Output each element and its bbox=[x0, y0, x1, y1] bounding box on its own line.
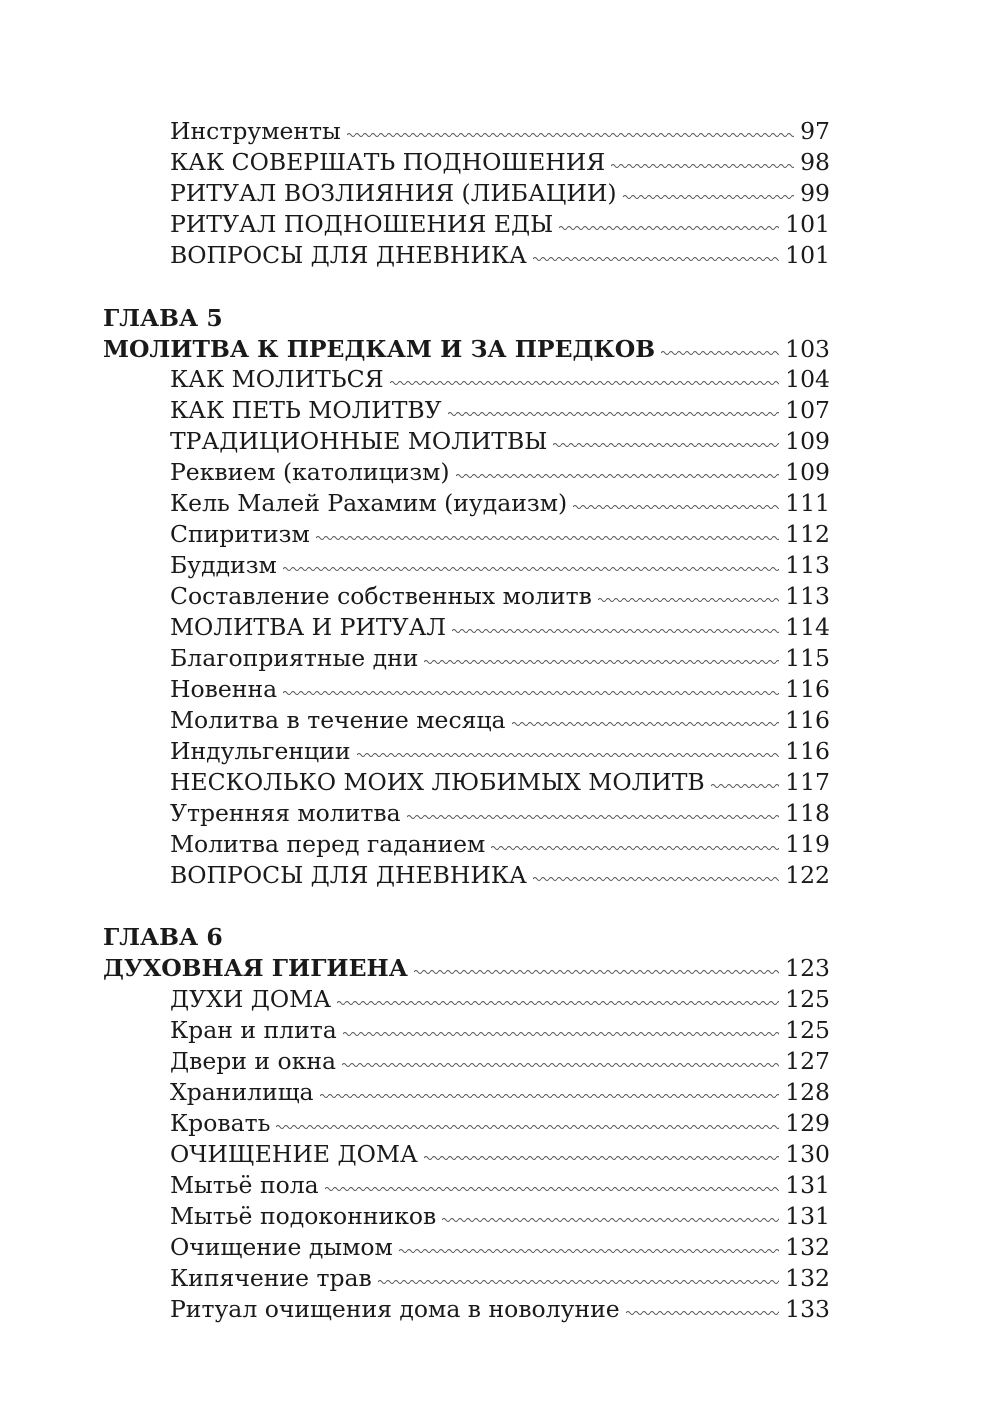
toc-entry[interactable] bbox=[170, 612, 830, 642]
toc-entry[interactable] bbox=[170, 1201, 830, 1231]
toc-leader bbox=[442, 1216, 779, 1224]
chapter-title: ДУХОВНАЯ ГИГИЕНА bbox=[103, 954, 408, 982]
toc-entry[interactable] bbox=[170, 1015, 830, 1045]
toc-entry[interactable] bbox=[170, 643, 830, 673]
toc-entry-page: 119 bbox=[785, 830, 830, 858]
toc-entry-title: Кель Малей Рахамим (иудаизм) bbox=[170, 489, 568, 517]
toc-entry-title: Буддизм bbox=[170, 551, 277, 579]
toc-entry-title: Реквием (католицизм) bbox=[170, 458, 450, 486]
toc-entry[interactable] bbox=[170, 1170, 830, 1200]
toc-entry-page: 101 bbox=[785, 210, 830, 238]
toc-leader bbox=[573, 503, 779, 511]
toc-entry-title: Молитва в течение месяца bbox=[170, 706, 506, 734]
toc-leader bbox=[559, 224, 779, 232]
toc-leader bbox=[448, 410, 780, 418]
toc-entry[interactable] bbox=[170, 1139, 830, 1169]
toc-entry[interactable] bbox=[170, 1108, 830, 1138]
toc-entry-page: 129 bbox=[785, 1109, 830, 1137]
toc-leader bbox=[456, 472, 780, 480]
toc-entry-title: ТРАДИЦИОННЫЕ МОЛИТВЫ bbox=[170, 427, 548, 455]
toc-entry[interactable] bbox=[170, 860, 830, 890]
toc-entry-title: Утренняя молитва bbox=[170, 799, 401, 827]
toc-entry-title: Хранилища bbox=[170, 1078, 314, 1106]
toc-leader bbox=[399, 1247, 779, 1255]
chapter-page: 123 bbox=[785, 954, 830, 982]
toc-entry-title: ОЧИЩЕНИЕ ДОМА bbox=[170, 1140, 418, 1168]
toc-entry-page: 132 bbox=[785, 1264, 830, 1292]
toc-entry-title: ВОПРОСЫ ДЛЯ ДНЕВНИКА bbox=[170, 861, 527, 889]
toc-entry-page: 127 bbox=[785, 1047, 830, 1075]
toc-leader bbox=[711, 782, 779, 790]
toc-leader bbox=[626, 1309, 779, 1317]
toc-entry[interactable] bbox=[170, 116, 830, 146]
toc-entry-title: Инструменты bbox=[170, 117, 341, 145]
toc-entry-title: Двери и окна bbox=[170, 1047, 337, 1075]
toc-leader bbox=[533, 875, 779, 883]
toc-entry[interactable] bbox=[170, 1232, 830, 1262]
toc-entry-page: 98 bbox=[800, 148, 830, 176]
toc-entry[interactable] bbox=[170, 736, 830, 766]
toc-entry-title: МОЛИТВА И РИТУАЛ bbox=[170, 613, 446, 641]
toc-entry[interactable] bbox=[170, 147, 830, 177]
toc-leader bbox=[533, 255, 779, 263]
toc-entry[interactable] bbox=[170, 1263, 830, 1293]
toc-entry-page: 128 bbox=[785, 1078, 830, 1106]
toc-entry-title: КАК ПЕТЬ МОЛИТВУ bbox=[170, 396, 442, 424]
toc-entry-title: Кипячение трав bbox=[170, 1264, 372, 1292]
toc-entry[interactable] bbox=[170, 1046, 830, 1076]
toc-entry[interactable] bbox=[170, 1294, 830, 1324]
toc-entry[interactable] bbox=[170, 240, 830, 270]
toc-entry-title: КАК МОЛИТЬСЯ bbox=[170, 365, 384, 393]
chapter-title: МОЛИТВА К ПРЕДКАМ И ЗА ПРЕДКОВ bbox=[103, 335, 656, 363]
chapter-title-entry[interactable] bbox=[103, 334, 830, 364]
toc-leader bbox=[378, 1278, 779, 1286]
toc-entry-page: 133 bbox=[785, 1295, 830, 1323]
toc-entry-page: 113 bbox=[785, 551, 830, 579]
toc-entry-page: 113 bbox=[785, 582, 830, 610]
toc-leader bbox=[512, 720, 780, 728]
toc-leader bbox=[320, 1092, 780, 1100]
toc-leader bbox=[491, 844, 779, 852]
toc-entry-title: Спиритизм bbox=[170, 520, 310, 548]
toc-entry[interactable] bbox=[170, 581, 830, 611]
toc-leader bbox=[283, 565, 779, 573]
toc-entry[interactable] bbox=[170, 457, 830, 487]
toc-entry[interactable] bbox=[170, 705, 830, 735]
toc-entry-page: 111 bbox=[785, 489, 830, 517]
toc-entry-page: 132 bbox=[785, 1233, 830, 1261]
toc-leader bbox=[347, 131, 794, 139]
toc-leader bbox=[283, 689, 779, 697]
toc-entry-page: 125 bbox=[785, 985, 830, 1013]
toc-entry[interactable] bbox=[170, 395, 830, 425]
chapter-page: 103 bbox=[785, 335, 830, 363]
toc-leader bbox=[661, 349, 779, 357]
toc-entry[interactable] bbox=[170, 426, 830, 456]
chapter-label: ГЛАВА 6 bbox=[103, 923, 223, 951]
toc-entry-page: 114 bbox=[785, 613, 830, 641]
toc-entry-page: 101 bbox=[785, 241, 830, 269]
toc-entry-title: Кровать bbox=[170, 1109, 271, 1137]
toc-leader bbox=[316, 534, 779, 542]
toc-entry-title: Мытьё подоконников bbox=[170, 1202, 437, 1230]
toc-leader bbox=[390, 379, 780, 387]
toc-entry-title: Мытьё пола bbox=[170, 1171, 319, 1199]
toc-entry-page: 107 bbox=[785, 396, 830, 424]
toc-entry-title: Ритуал очищения дома в новолуние bbox=[170, 1295, 620, 1323]
toc-leader bbox=[325, 1185, 779, 1193]
toc-entry[interactable] bbox=[170, 984, 830, 1014]
toc-entry-page: 109 bbox=[785, 458, 830, 486]
toc-entry[interactable] bbox=[170, 550, 830, 580]
toc-leader bbox=[623, 193, 795, 201]
toc-leader bbox=[357, 751, 780, 759]
toc-entry[interactable] bbox=[170, 829, 830, 859]
toc-leader bbox=[598, 596, 779, 604]
toc-entry[interactable] bbox=[170, 1077, 830, 1107]
toc-entry-title: Благоприятные дни bbox=[170, 644, 419, 672]
toc-entry[interactable] bbox=[170, 674, 830, 704]
toc-entry[interactable] bbox=[170, 209, 830, 239]
toc-leader bbox=[337, 999, 779, 1007]
toc-entry-page: 131 bbox=[785, 1202, 830, 1230]
chapter-label: ГЛАВА 5 bbox=[103, 304, 223, 332]
toc-entry-page: 116 bbox=[785, 706, 830, 734]
toc-entry-page: 125 bbox=[785, 1016, 830, 1044]
toc-entry-page: 117 bbox=[785, 768, 830, 796]
toc-entry-title: ДУХИ ДОМА bbox=[170, 985, 332, 1013]
toc-leader bbox=[407, 813, 780, 821]
toc-entry-page: 104 bbox=[785, 365, 830, 393]
toc-entry-title: РИТУАЛ ВОЗЛИЯНИЯ (ЛИБАЦИИ) bbox=[170, 179, 617, 207]
toc-entry[interactable] bbox=[170, 767, 830, 797]
toc-entry-page: 115 bbox=[785, 644, 830, 672]
toc-leader bbox=[553, 441, 779, 449]
toc-entry-title: Новенна bbox=[170, 675, 278, 703]
toc-entry-page: 97 bbox=[800, 117, 830, 145]
toc-entry-title: Индульгенции bbox=[170, 737, 351, 765]
toc-entry-title: НЕСКОЛЬКО МОИХ ЛЮБИМЫХ МОЛИТВ bbox=[170, 768, 705, 796]
chapter-title-entry[interactable] bbox=[103, 953, 830, 983]
toc-entry[interactable] bbox=[170, 488, 830, 518]
toc-entry-page: 116 bbox=[785, 675, 830, 703]
toc-leader bbox=[343, 1030, 779, 1038]
toc-entry-page: 116 bbox=[785, 737, 830, 765]
toc-entry-title: Молитва перед гаданием bbox=[170, 830, 486, 858]
toc-entry-page: 130 bbox=[785, 1140, 830, 1168]
toc-entry-page: 122 bbox=[785, 861, 830, 889]
toc-entry-title: Очищение дымом bbox=[170, 1233, 393, 1261]
toc-entry[interactable] bbox=[170, 178, 830, 208]
toc-leader bbox=[414, 968, 779, 976]
toc-entry-title: РИТУАЛ ПОДНОШЕНИЯ ЕДЫ bbox=[170, 210, 554, 238]
toc-entry-title: Составление собственных молитв bbox=[170, 582, 592, 610]
toc-leader bbox=[611, 162, 794, 170]
toc-leader bbox=[342, 1061, 779, 1069]
toc-entry-title: Кран и плита bbox=[170, 1016, 337, 1044]
toc-entry-page: 99 bbox=[800, 179, 830, 207]
toc-entry-title: КАК СОВЕРШАТЬ ПОДНОШЕНИЯ bbox=[170, 148, 606, 176]
toc-entry[interactable] bbox=[170, 798, 830, 828]
toc-entry[interactable] bbox=[170, 519, 830, 549]
toc-entry-page: 131 bbox=[785, 1171, 830, 1199]
toc-leader bbox=[276, 1123, 779, 1131]
toc-entry-page: 109 bbox=[785, 427, 830, 455]
toc-entry[interactable] bbox=[170, 364, 830, 394]
toc-leader bbox=[424, 1154, 779, 1162]
toc-entry-page: 112 bbox=[785, 520, 830, 548]
toc-entry-page: 118 bbox=[785, 799, 830, 827]
toc-entry-title: ВОПРОСЫ ДЛЯ ДНЕВНИКА bbox=[170, 241, 527, 269]
toc-leader bbox=[452, 627, 779, 635]
toc-leader bbox=[424, 658, 779, 666]
